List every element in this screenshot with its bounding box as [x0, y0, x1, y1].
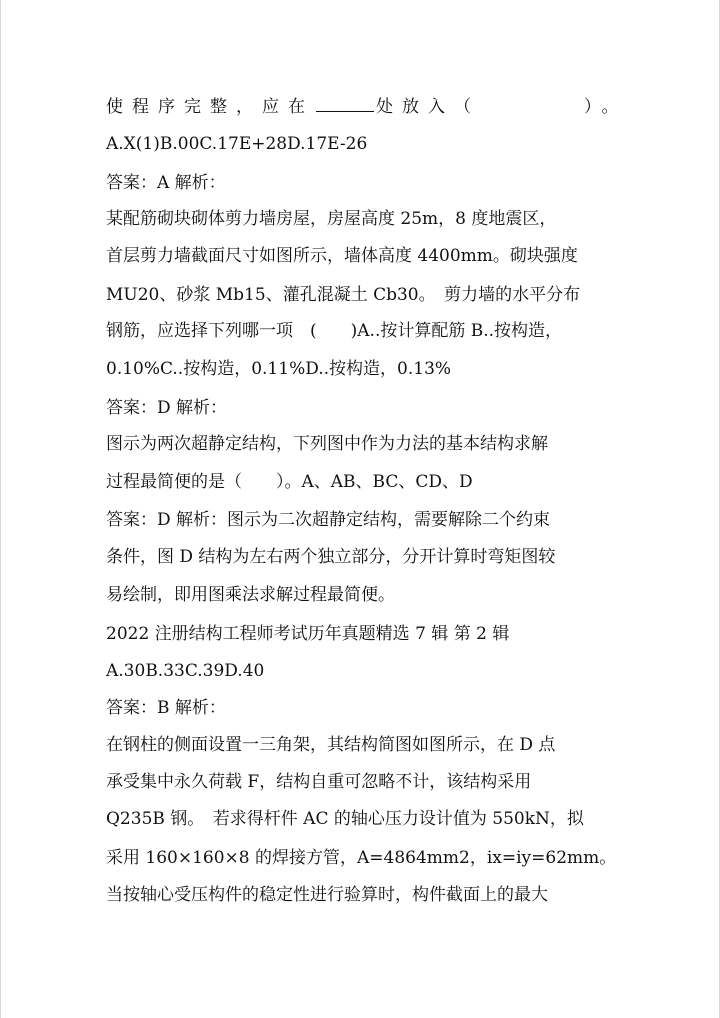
text-line-4: 某配筋砌块砌体剪力墙房屋，房屋高度 25m，8 度地震区，: [106, 209, 557, 229]
text-line-14: 易绘制，即用图乘法求解过程最简便。: [106, 585, 395, 605]
text-line-15: 2022 注册结构工程师考试历年真题精选 7 辑 第 2 辑: [106, 624, 510, 644]
text-line-2: A.X(1)B.00C.17E+28D.17E-26: [106, 134, 368, 154]
text-line-17: 答案：B 解析：: [106, 698, 226, 718]
text-line-21: 采用 160×160×8 的焊接方管，A=4864mm2，ix=iy=62mm。: [106, 848, 617, 868]
text-line-1-part-1: 使程序完整，应在: [106, 97, 314, 117]
text-line-1-part-2: 处放入（ ）。: [376, 97, 628, 117]
text-line-8: 0.10%C..按构造，0.11%D..按构造，0.13%: [106, 359, 452, 379]
text-line-16: A.30B.33C.39D.40: [106, 661, 265, 681]
text-line-10: 图示为两次超静定结构，下列图中作为力法的基本结构求解: [106, 434, 548, 454]
fill-in-blank: [316, 97, 374, 112]
text-line-9: 答案：D 解析：: [106, 398, 228, 418]
text-line-7: 钢筋，应选择下列哪一项 ( )A..按计算配筋 B..按构造，: [106, 321, 563, 341]
text-line-1: [106, 96, 628, 118]
text-line-12: 答案：D 解析：图示为二次超静定结构，需要解除二个约束: [106, 510, 551, 530]
text-line-3: 答案：A 解析：: [106, 173, 226, 193]
text-line-6: MU20、砂浆 Mb15、灌孔混凝土 Cb30。 剪力墙的水平分布: [106, 285, 581, 305]
text-line-11: 过程最简便的是（ ）。A、AB、BC、CD、D: [106, 472, 473, 492]
text-line-18: 在钢柱的侧面设置一三角架，其结构简图如图所示，在 D 点: [106, 735, 556, 755]
text-line-19: 承受集中永久荷载 F，结构自重可忽略不计，该结构采用: [106, 772, 532, 792]
text-line-13: 条件，图 D 结构为左右两个独立部分，分开计算时弯矩图较: [106, 547, 556, 567]
text-line-5: 首层剪力墙截面尺寸如图所示，墙体高度 4400mm。砌块强度: [106, 246, 578, 266]
text-line-20: Q235B 钢。 若求得杆件 AC 的轴心压力设计值为 550kN，拟: [106, 809, 584, 829]
text-line-22: 当按轴心受压构件的稳定性进行验算时，构件截面上的最大: [106, 885, 548, 905]
